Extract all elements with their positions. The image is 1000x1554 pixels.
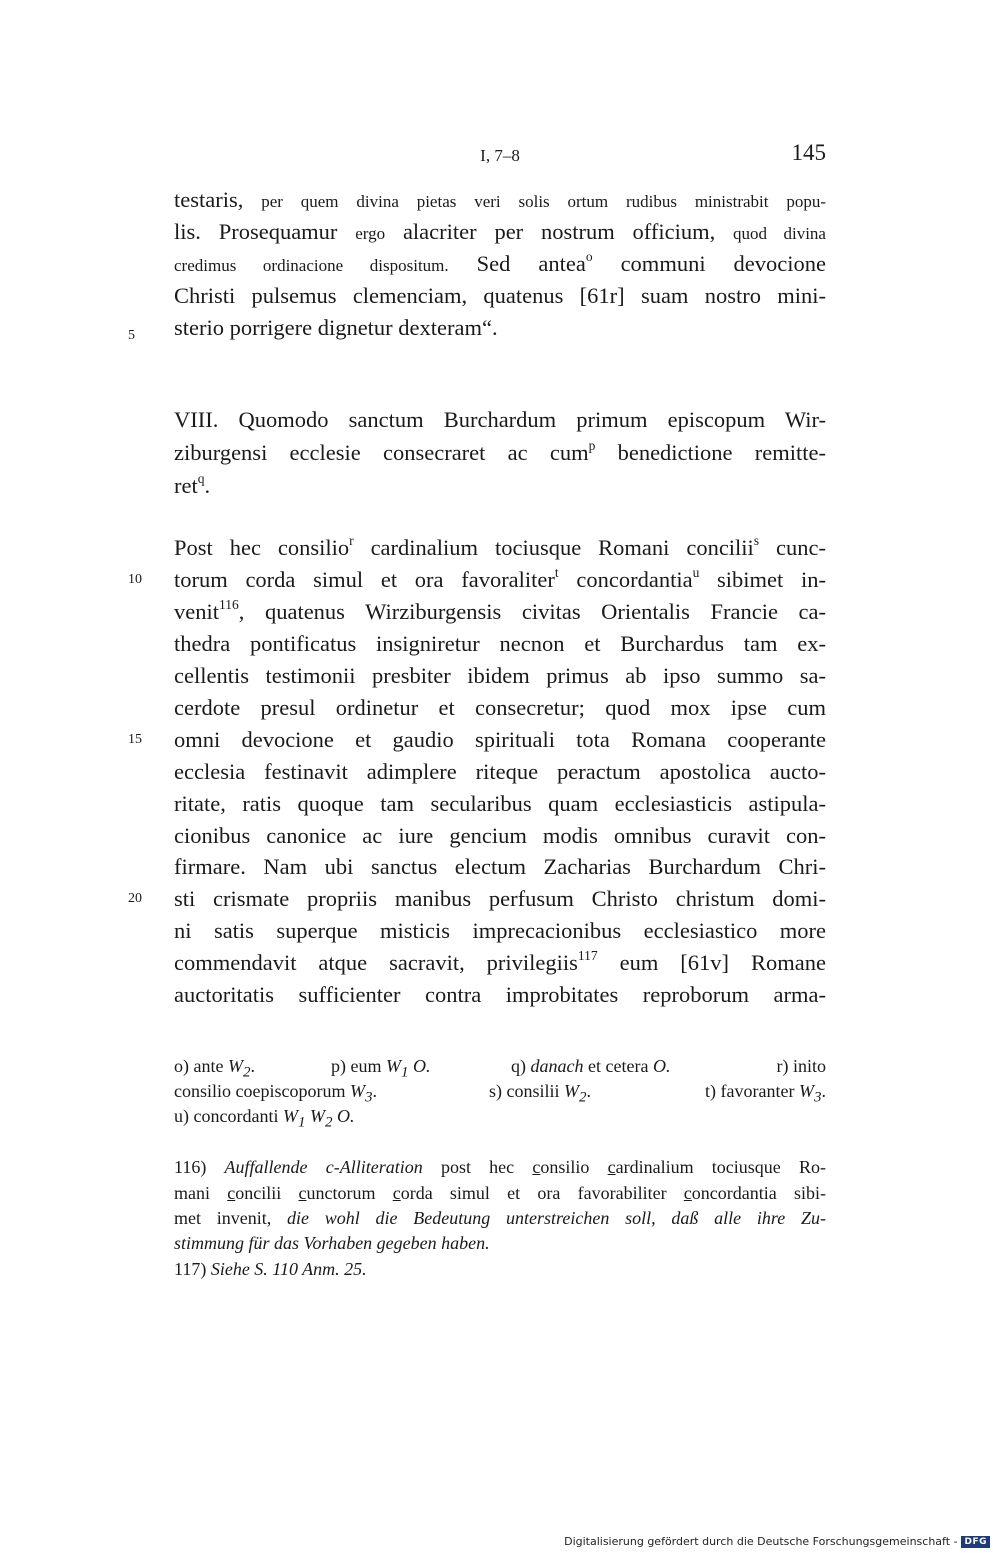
line-number: 10 (128, 572, 142, 587)
apparatus-row (174, 1078, 826, 1104)
text-line: Post hec consilio$^r$ cardinalium tociusque Romani concilii$^s$ cunc- (174, 532, 826, 560)
apparatus-note: s) consilii $W_2$. (489, 1081, 591, 1106)
commentary-note-116: mani concilii cunctorum corda simul et ora favorabiliter concordantia sibi- (174, 1183, 826, 1203)
dfg-logo: DFG (961, 1536, 990, 1548)
text-line: omni devocione et gaudio spirituali tota Romana cooperante (174, 727, 826, 752)
commentary-note-116: met invenit, die wohl die Bedeutung unterstreichen soll, daß alle ihre Zu- (174, 1208, 826, 1228)
chapter-heading-line: ret$^q$. (174, 470, 211, 498)
text-line: Christi pulsemus clemenciam, quatenus [61r] suam nostro mini- (174, 283, 826, 308)
apparatus-row (174, 1103, 826, 1129)
text-line: firmare. Nam ubi sanctus electum Zacharias Burchardum Chri- (174, 854, 826, 879)
line-number: 15 (128, 732, 142, 747)
text-line: cionibus canonice ac iure gencium modis omnibus curavit con- (174, 823, 826, 848)
text-line: torum corda simul et ora favoraliter$^t$ concordantia$^u$ sibimet in- (174, 564, 826, 592)
commentary-note-116: stimmung für das Vorhaben gegeben haben. (174, 1233, 490, 1253)
apparatus-note: r) inito (776, 1056, 826, 1076)
text-line: cerdote presul ordinetur et consecretur; quod mox ipse cum (174, 695, 826, 720)
text-line: cellentis testimonii presbiter ibidem primus ab ipso summo sa- (174, 663, 826, 688)
chapter-heading-line: VIII. Quomodo sanctum Burchardum primum episcopum Wir- (174, 407, 826, 432)
text-line: sti crismate propriis manibus perfusum Christo christum domi- (174, 886, 826, 911)
page-header (174, 140, 826, 172)
digitization-text: Digitalisierung gefördert durch die Deutsche Forschungsgemeinschaft - (564, 1535, 958, 1548)
chapter-heading-line: ziburgensi ecclesie consecraret ac cum$^p$ benedictione remitte- (174, 437, 826, 465)
running-head: I, 7–8 (480, 146, 520, 165)
page-number: 145 (791, 140, 826, 165)
line-number: 5 (128, 328, 135, 343)
text-line: thedra pontificatus insigniretur necnon et Burchardus tam ex- (174, 631, 826, 656)
apparatus-note: consilio coepiscoporum $W_3$. (174, 1081, 377, 1106)
text-line: commendavit atque sacravit, privilegiis$^{117}$ eum [61v] Romane (174, 947, 826, 975)
apparatus-note: u) concordanti $W_1$ $W_2$ O. (174, 1106, 355, 1131)
text-line: credimus ordinacione dispositum. Sed antea$^o$ communi devocione (174, 248, 827, 276)
text-line: ecclesia festinavit adimplere riteque peractum apostolica aucto- (174, 759, 826, 784)
text-line: ritate, ratis quoque tam secularibus quam ecclesiasticis astipula- (174, 791, 826, 816)
text-line: auctoritatis sufficienter contra improbitates reproborum arma- (174, 982, 826, 1007)
apparatus-note: o) ante $W_2$. (174, 1056, 255, 1081)
line-number: 20 (128, 891, 142, 906)
text-line: sterio porrigere dignetur dexteram“. (174, 315, 498, 340)
apparatus-row (174, 1053, 826, 1079)
apparatus-note: t) favoranter $W_3$. (705, 1081, 826, 1106)
digitization-notice (564, 1535, 990, 1548)
text-line: ni satis superque misticis imprecacionibus ecclesiastico more (174, 918, 826, 943)
text-line: testaris, per quem divina pietas veri solis ortum rudibus ministrabit popu- (174, 187, 826, 212)
commentary-note-117: 117) Siehe S. 110 Anm. 25. (174, 1259, 367, 1279)
apparatus-note: q) danach et cetera O. (511, 1056, 671, 1076)
apparatus-note: p) eum $W_1$ O. (331, 1056, 431, 1081)
text-line: lis. Prosequamur ergo alacriter per nostrum officium, quod divina (174, 219, 826, 244)
text-line: venit$^{116}$, quatenus Wirziburgensis civitas Orientalis Francie ca- (174, 596, 826, 624)
commentary-note-116: 116) Auffallende c-Alliteration post hec consilio cardinalium tociusque Ro- (174, 1157, 827, 1177)
